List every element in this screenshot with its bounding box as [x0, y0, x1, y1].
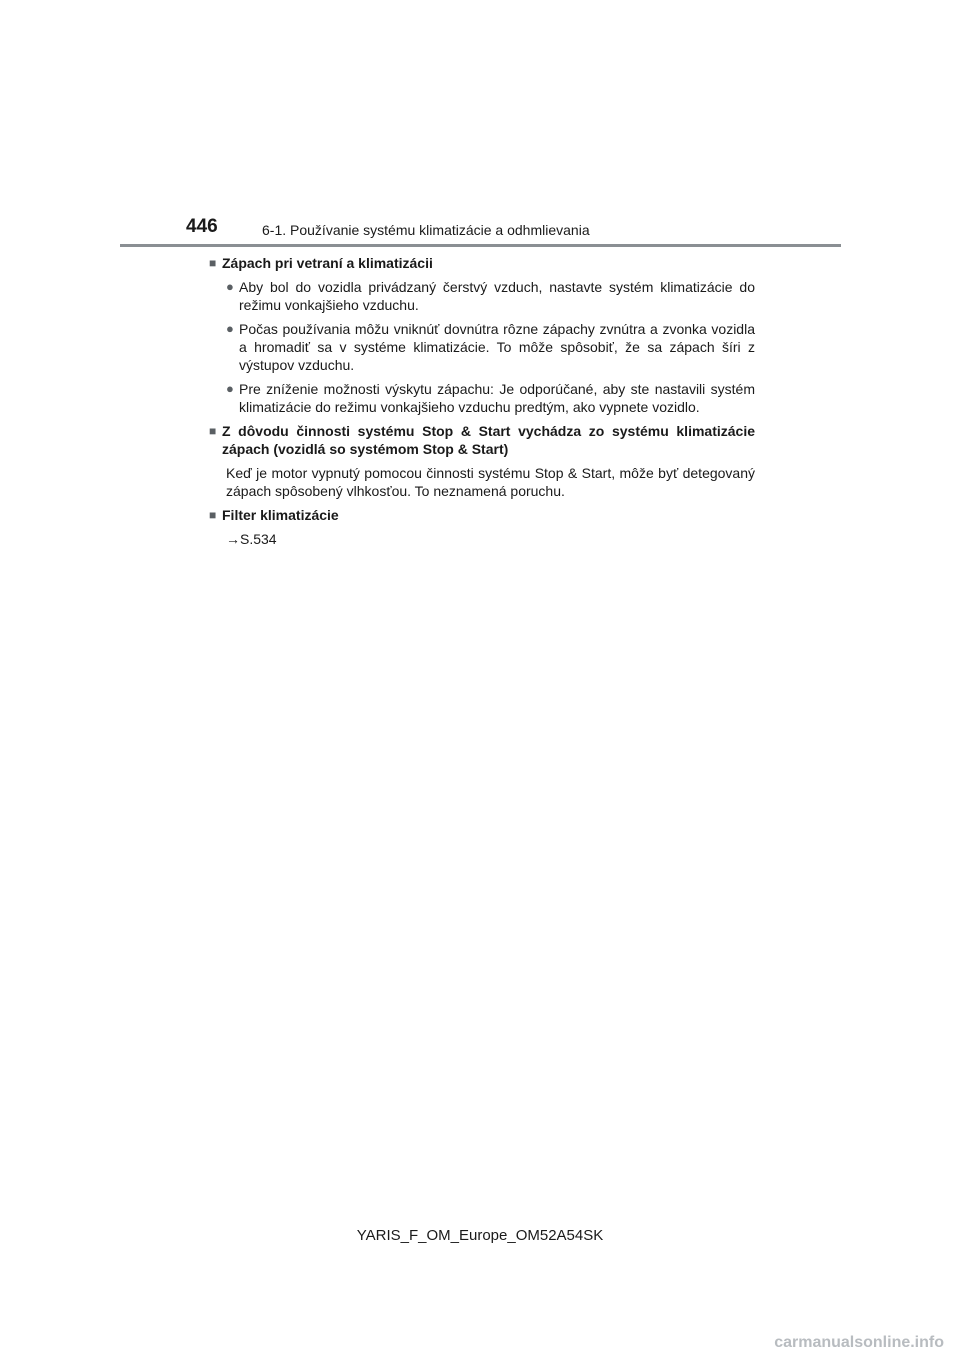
circle-bullet-icon: ●	[226, 279, 234, 294]
circle-bullet-icon: ●	[226, 321, 234, 336]
list-item-text: Pre zníženie možnosti výskytu zápachu: Je odporúčané, aby ste nastavili systém klimatizácie do režimu vonkajšieho vzduchu predtým, ako vypnete vozidlo.	[239, 381, 755, 415]
list-item	[226, 320, 755, 374]
page-content	[209, 254, 755, 548]
list-item	[226, 278, 755, 314]
page-reference-link[interactable]: →S.534	[226, 531, 277, 547]
list-item-text: Počas používania môžu vniknúť dovnútra rôzne zápachy zvnútra a zvonka vozidla a hromadiť sa v systéme klimatizácie. To môže spôsobiť, že sa zápach šíri z výstupov vzduchu.	[239, 321, 755, 373]
heading-text: Filter klimatizácie	[222, 507, 339, 523]
section-title: 6-1. Používanie systému klimatizácie a odhmlievania	[262, 222, 590, 238]
document-code: YARIS_F_OM_Europe_OM52A54SK	[356, 1227, 604, 1244]
list-item-text: Aby bol do vozidla privádzaný čerstvý vzduch, nastavte systém klimatizácie do režimu vonkajšieho vzduchu.	[239, 279, 755, 313]
square-bullet-icon: ■	[209, 424, 217, 438]
list-item	[226, 380, 755, 416]
heading-text: Zápach pri vetraní a klimatizácii	[222, 255, 433, 271]
square-bullet-icon: ■	[209, 508, 217, 522]
square-bullet-icon: ■	[209, 256, 217, 270]
watermark: carmanualsonline.info	[774, 1334, 944, 1351]
circle-bullet-icon: ●	[226, 381, 234, 396]
page-number: 446	[186, 216, 218, 237]
paragraph: Keď je motor vypnutý pomocou činnosti systému Stop & Start, môže byť detegovaný zápach spôsobený vlhkosťou. To neznamená poruchu.	[226, 465, 755, 499]
section-heading	[209, 506, 755, 524]
heading-text: Z dôvodu činnosti systému Stop & Start vychádza zo systému klimatizácie zápach (vozidlá so systémom Stop & Start)	[222, 423, 755, 457]
section-heading	[209, 254, 755, 272]
header-rule	[120, 244, 841, 247]
section-heading	[209, 422, 755, 458]
